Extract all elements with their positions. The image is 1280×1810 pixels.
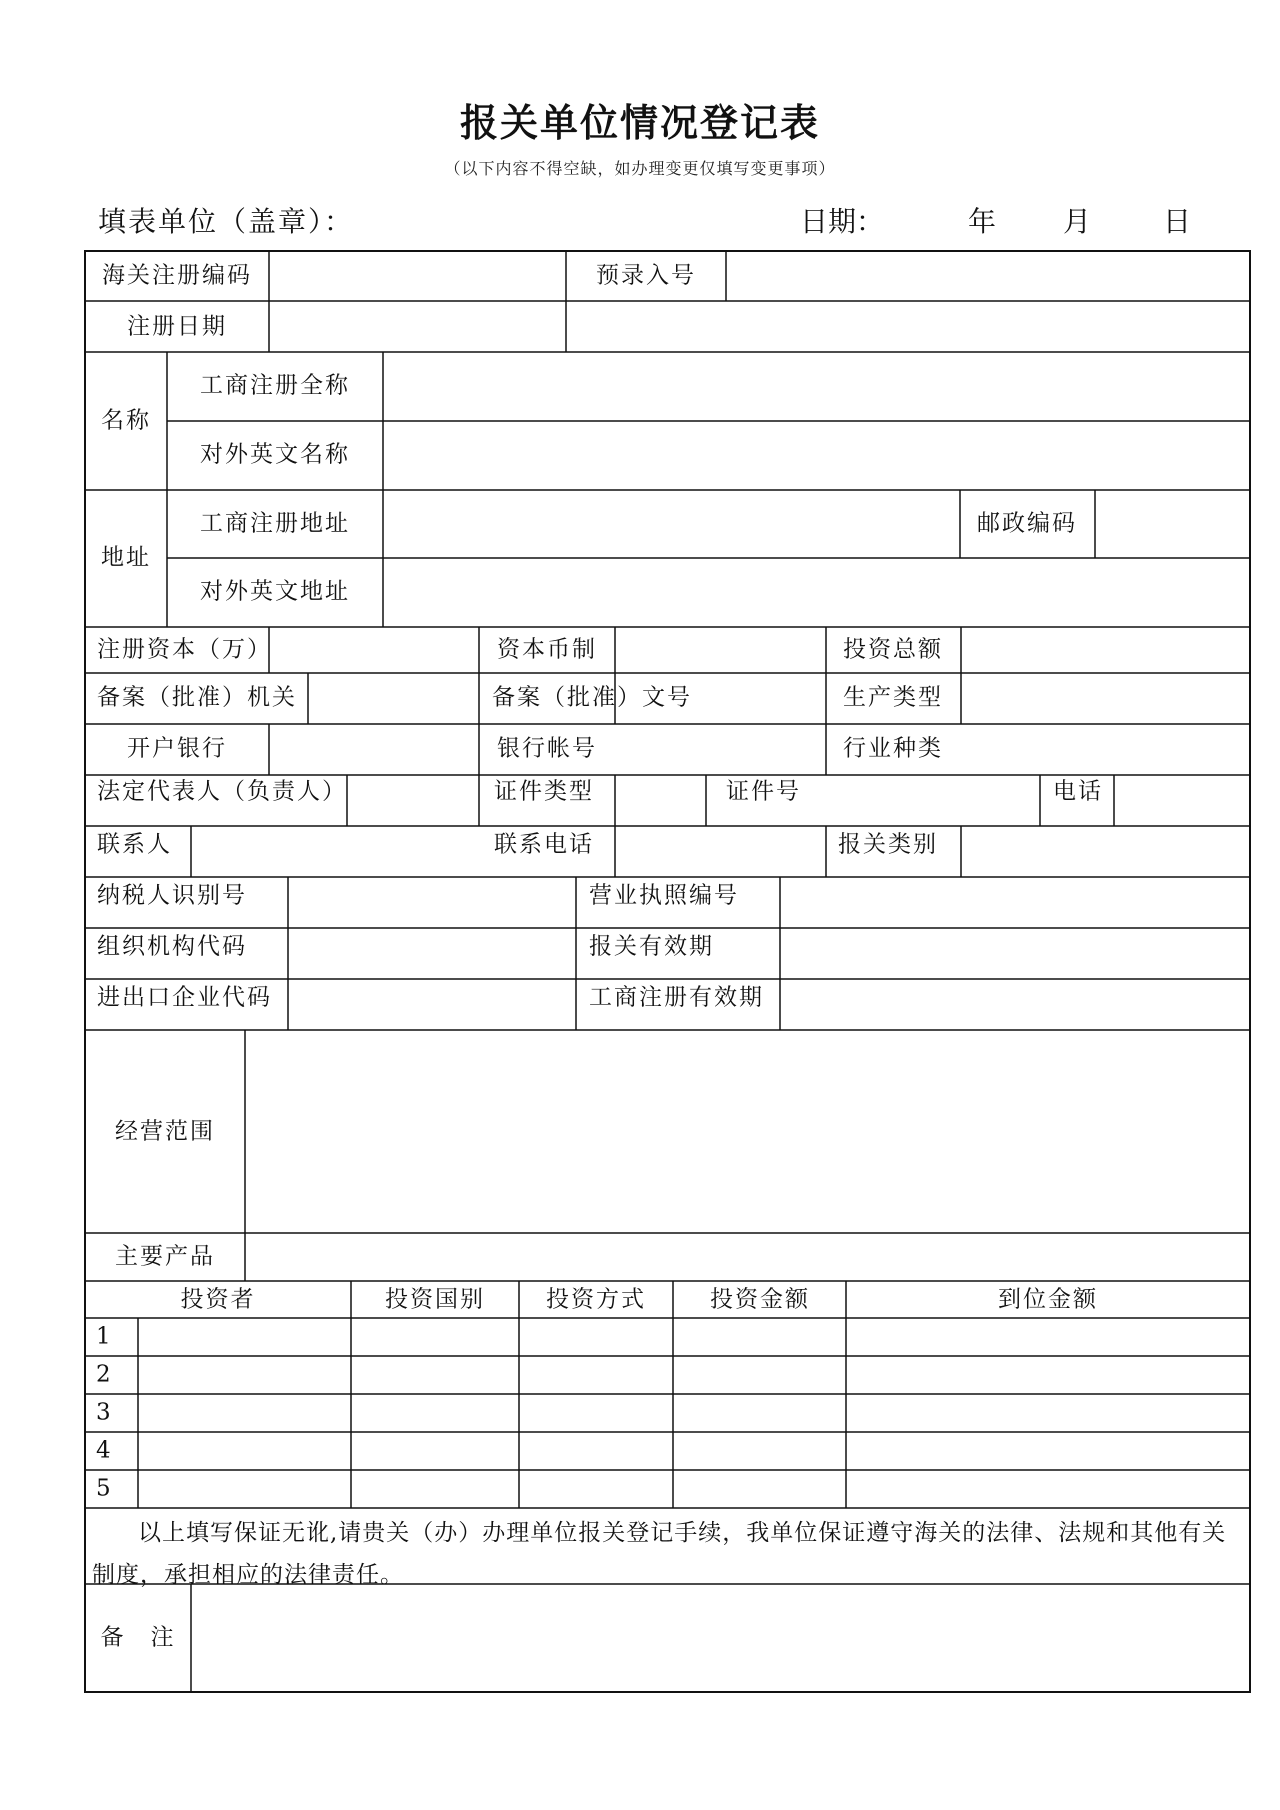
page-title: 报关单位情况登记表	[459, 101, 820, 145]
taxpayer-id-label: 纳税人识别号	[97, 882, 247, 909]
main-products-label: 主要产品	[115, 1243, 215, 1270]
date-label: 日期：	[800, 205, 885, 238]
industry-type-label: 行业种类	[843, 735, 943, 762]
reg-capital-label: 注册资本（万）	[97, 636, 272, 663]
contact-label: 联系人	[97, 831, 172, 858]
production-type-label: 生产类型	[843, 684, 943, 711]
fill-unit-label: 填表单位（盖章）：	[98, 205, 355, 238]
paid-amount-header: 到位金额	[998, 1286, 1098, 1313]
biz-reg-validity-label: 工商注册有效期	[589, 984, 764, 1011]
declaration-validity-label: 报关有效期	[589, 933, 714, 960]
investor-row-number: 2	[96, 1361, 111, 1388]
biz-address-label: 工商注册地址	[200, 510, 350, 537]
bank-account-label: 银行帐号	[497, 735, 597, 762]
postal-code-label: 邮政编码	[977, 510, 1077, 537]
investor-row-number: 5	[96, 1475, 111, 1502]
investment-amount-header: 投资金额	[710, 1286, 810, 1313]
name-group-label: 名称	[101, 407, 151, 434]
english-name-label: 对外英文名称	[200, 441, 350, 468]
date-year-label: 年	[968, 205, 997, 238]
english-address-label: 对外英文地址	[200, 578, 350, 605]
filing-authority-label: 备案（批准）机关	[97, 684, 297, 711]
guarantee-statement: 以上填写保证无讹,请贵关（办）办理单位报关登记手续，我单位保证遵守海关的法律、法规和其他有关制度，承担相应的法律责任。	[92, 1520, 1227, 1588]
page-subtitle: （以下内容不得空缺，如办理变更仅填写变更事项）	[444, 159, 836, 178]
phone-label: 电话	[1053, 778, 1103, 805]
date-month-label: 月	[1063, 205, 1092, 238]
contact-phone-label: 联系电话	[494, 831, 594, 858]
biz-full-name-label: 工商注册全称	[200, 372, 350, 399]
date-day-label: 日	[1163, 205, 1192, 238]
ie-enterprise-code-label: 进出口企业代码	[97, 984, 272, 1011]
reg-date-label: 注册日期	[127, 313, 227, 340]
org-code-label: 组织机构代码	[97, 933, 247, 960]
id-no-label: 证件号	[726, 778, 801, 805]
id-type-label: 证件类型	[494, 778, 594, 805]
filing-doc-no-label: 备案（批准）文号	[492, 684, 692, 711]
remarks-label: 备 注	[100, 1624, 176, 1651]
investor-row-number: 1	[96, 1323, 111, 1350]
business-license-no-label: 营业执照编号	[589, 882, 739, 909]
investor-row-number: 3	[96, 1399, 111, 1426]
declaration-type-label: 报关类别	[838, 831, 938, 858]
pre-entry-no-label: 预录入号	[596, 262, 696, 289]
investment-method-header: 投资方式	[546, 1286, 646, 1313]
total-investment-label: 投资总额	[843, 636, 943, 663]
legal-rep-label: 法定代表人（负责人）	[97, 778, 347, 805]
business-scope-label: 经营范围	[115, 1118, 215, 1145]
address-group-label: 地址	[101, 544, 151, 571]
investor-row-number: 4	[96, 1437, 111, 1464]
investor-header: 投资者	[180, 1286, 256, 1313]
customs-reg-code-label: 海关注册编码	[102, 262, 252, 289]
investment-country-header: 投资国别	[385, 1286, 485, 1313]
bank-label: 开户银行	[127, 735, 227, 762]
currency-label: 资本币制	[497, 636, 597, 663]
